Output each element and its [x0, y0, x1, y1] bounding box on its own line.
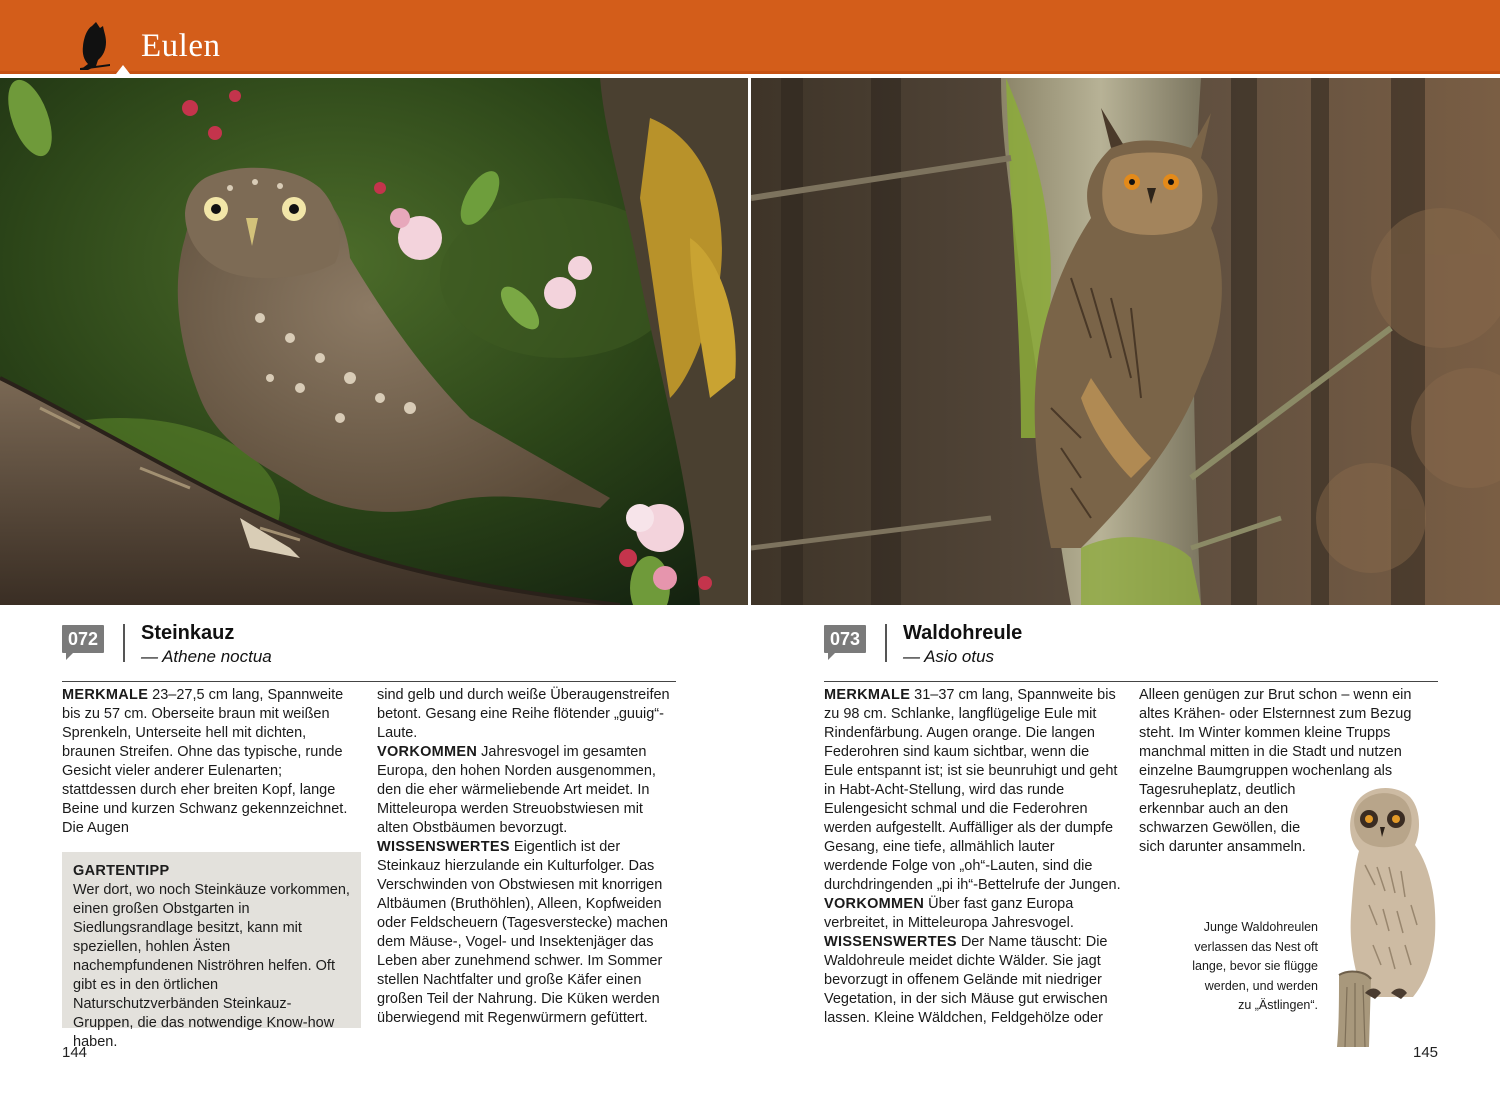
species-number-badge: 073 — [824, 625, 866, 653]
paragraph-merkmale — [62, 686, 360, 838]
paragraph-merkmale — [824, 686, 1122, 895]
paragraph-label: VORKOMMEN — [377, 744, 478, 760]
text-line: manchmal mitten in die Stadt und nutzen — [1139, 744, 1402, 760]
species-number-badge: 072 — [62, 625, 104, 653]
text-line: steht. Im Winter kommen kleine Trupps — [1139, 725, 1391, 741]
young-owl-illustration — [1325, 775, 1443, 1047]
text-column-072-a — [62, 686, 360, 838]
text-line: altes Krähen- oder Elsternnest zum Bezug — [1139, 706, 1412, 722]
long-eared-owl-photo — [751, 78, 1500, 605]
text-line: schwarzen Gewöllen, die — [1139, 820, 1301, 836]
text-column-073-a — [824, 686, 1122, 1028]
paragraph-label: MERKMALE — [824, 687, 911, 703]
paragraph-label: MERKMALE — [62, 687, 149, 703]
heading-divider — [885, 624, 887, 662]
page-number-right: 145 — [1413, 1044, 1439, 1061]
tip-title: GARTENTIPP — [73, 863, 170, 879]
paragraph-continued — [377, 686, 676, 743]
paragraph-text: 23–27,5 cm lang, Spannweite bis zu 57 cm. Oberseite braun mit weißen Sprenkeln, Unterseite hell mit dichten, braunen Streifen. Ohne das typische, runde Gesicht vieler anderer Eulenarten; stattdessen durch eher breiten Kopf, lange Beine und kurzen Schwanz gekennzeichnet. Die Augen — [62, 687, 348, 836]
text-line: erkennbar auch an den — [1139, 801, 1289, 817]
species-name: Steinkauz — [141, 622, 235, 644]
chapter-title: Eulen — [141, 28, 221, 64]
text-column-072-b — [377, 686, 676, 1028]
owl-silhouette-icon — [76, 20, 114, 70]
scientific-name: — Asio otus — [903, 647, 995, 666]
species-header-073 — [824, 622, 1438, 666]
tip-text: Wer dort, wo noch Steinkäuze vorkommen, einen großen Obstgarten in Siedlungsrandlage besitzt, kann mit speziellen, hohlen Ästen nachempfundenen Niströhren helfen. Oft gibt es in den örtlichen Naturschutzverbänden Steinkauz-Gruppen, die das notwendige Know-how haben. — [73, 882, 350, 1050]
paragraph-label: VORKOMMEN — [824, 896, 925, 912]
text-line: einzelne Baumgruppen wochenlang als — [1139, 763, 1393, 779]
paragraph-text: Über fast ganz Europa verbreitet, in Mitteleuropa Jahresvogel. — [824, 896, 1074, 931]
illustration-caption — [1168, 918, 1318, 1016]
text-line: Alleen genügen zur Brut schon – wenn ein — [1139, 687, 1412, 703]
paragraph-text: Eigentlich ist der Steinkauz hierzulande ein Kulturfolger. Das Verschwinden von Obstwiesen mit knorrigen Altbäumen (Bruthöhlen), Alleen, Kopfweiden oder Feldscheuern (Tagesverstecke) machen dem Mäuse-, Vogel- und Insektenjäger das Leben aber zunehmend schwer. Im Sommer stellen Nachtfalter und große Käfer einen großen Teil der Nahrung. Die Küken werden überwiegend mit Regenwürmern gefüttert. — [377, 839, 668, 1026]
text-line: Tagesruheplatz, deutlich — [1139, 782, 1296, 798]
header-underline — [0, 71, 1500, 74]
chapter-header — [0, 0, 1500, 73]
caption-line: Junge Waldohreulen — [1203, 920, 1318, 934]
paragraph-text: Jahresvogel im gesamten Europa, den hohen Norden ausgenommen, den die eher wärmeliebende Art meidet. In Mitteleuropa werden Streuobstwiesen mit alten Obstbäumen bevorzugt. — [377, 744, 656, 836]
paragraph-label: WISSENSWERTES — [824, 934, 957, 950]
heading-divider — [123, 624, 125, 662]
paragraph-vorkommen — [377, 743, 676, 838]
garden-tip-box — [62, 852, 361, 1050]
species-name: Waldohreule — [903, 622, 1023, 644]
caption-line: werden, und werden — [1204, 978, 1318, 993]
page-number-left: 144 — [62, 1044, 88, 1061]
caption-line: zu „Ästlingen“. — [1238, 998, 1318, 1012]
heading-rule — [62, 681, 676, 682]
paragraph-text: Der Name täuscht: Die Waldohreule meidet dichte Wälder. Sie jagt bevorzugt in offenem Gelände mit niedriger Vegetation, in der sich Mäuse gut erwischen lassen. Kleine Wäldchen, Feldgehölze oder — [824, 934, 1108, 1026]
header-notch — [116, 65, 130, 74]
badge-tail — [828, 653, 835, 660]
paragraph-wissenswertes — [377, 838, 676, 1028]
text-line: sich darunter ansammeln. — [1139, 839, 1306, 855]
paragraph-wissenswertes — [824, 933, 1122, 1028]
caption-line: lange, bevor sie flügge — [1192, 959, 1318, 973]
heading-rule — [824, 681, 1438, 682]
paragraph-vorkommen — [824, 895, 1122, 933]
paragraph-label: WISSENSWERTES — [377, 839, 510, 855]
paragraph-text: sind gelb und durch weiße Überaugenstreifen betont. Gesang eine Reihe flötender „guuig“-Laute. — [377, 687, 670, 741]
scientific-name: — Athene noctua — [141, 647, 272, 666]
badge-tail — [66, 653, 73, 660]
owl-on-branch-photo — [0, 78, 748, 605]
species-header-072 — [62, 622, 676, 666]
caption-line: verlassen das Nest oft — [1194, 939, 1318, 954]
paragraph-text: 31–37 cm lang, Spannweite bis zu 98 cm. Schlanke, langflügelige Eule mit Rindenfärbung. Augen orange. Die langen Federohren sind kaum sichtbar, wenn die Eule entspannt ist; ist sie beunruhigt und geht in Habt-Acht-Stellung, wird das runde Eulengesicht schmal und die Federohren werden aufgestellt. Auffälliger als der dumpfe Gesang, eine tiefe, allmählich lauter werdende Folge von „oh“-Lauten, sind die durchdringenden „pi ih“-Bettelrufe der Jungen. — [824, 687, 1121, 893]
